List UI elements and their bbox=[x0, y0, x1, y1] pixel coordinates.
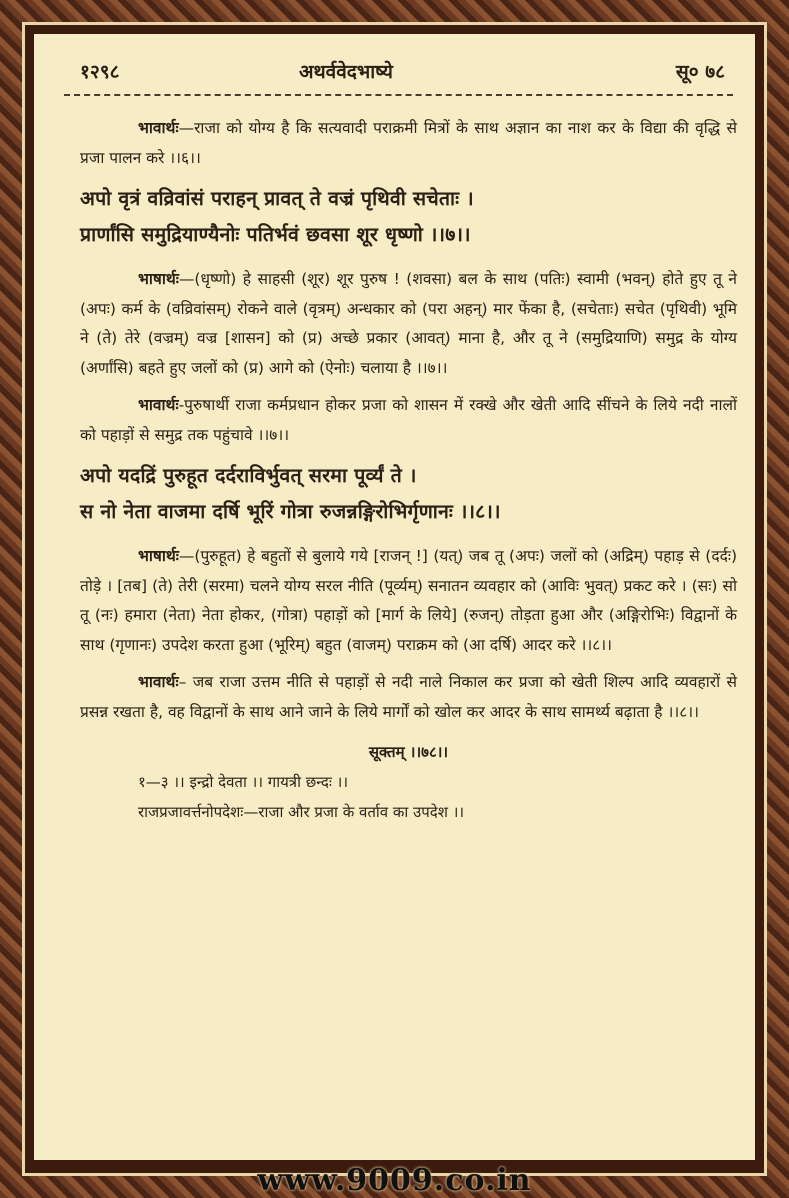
bhavarth-label: भावार्थः bbox=[138, 673, 179, 691]
bhavarth-text: —राजा को योग्य है कि सत्यवादी पराक्रमी मित्रों के साथ अज्ञान का नाश कर के विद्या की वृद्धि से प्रजा पालन करे ।।६।। bbox=[80, 119, 737, 167]
bhashya-text: —(धृष्णो) हे साहसी (शूर) शूर पुरुष ! (शवसा) बल के साथ (पतिः) स्वामी (भवन्) होते हुए तू ने (अपः) कर्म के (वव्रिवांसम्) रोकने वाले (वृत्रम्) अन्धकार को (परा अहन्) मार फेंका है, (सचेताः) सचेत (पृथिवी) भूमि ने (ते) तेरे (वज्रम्) वज्र [शासन] को (प्र) अच्छे प्रकार (आवत्) माना है, और तू ने (समुद्रियाणि) समुद्र के योग्य (अर्णांसि) बहते हुए जलों को (प्र) आगे को (ऐनोः) चलाया है ।।७।। bbox=[80, 270, 737, 377]
bhavarth-8 bbox=[80, 668, 737, 727]
mantra-8 bbox=[80, 458, 737, 530]
header-divider bbox=[64, 94, 733, 96]
sukta-reference: सू० ७८ bbox=[675, 61, 725, 83]
mantra-line: अपो वृत्रं वव्रिवांसं पराहन् प्रावत् ते वज्रं पृथिवी सचेताः । bbox=[80, 187, 474, 210]
mantra-line: स नो नेता वाजमा दर्षि भूरिं गोत्रा रुजन्नङ्गिरोभिर्गृणानः ।।८।। bbox=[80, 500, 501, 523]
page-header bbox=[34, 48, 755, 88]
mantra-7 bbox=[80, 181, 737, 253]
sukta-heading bbox=[80, 737, 737, 827]
bhavarth-6 bbox=[80, 114, 737, 173]
mantra-line: अपो यदद्रिं पुरुहूत दर्दराविर्भुवत् सरमा पूर्व्यं ते । bbox=[80, 464, 417, 487]
sukta-devata-line: १—३ ।। इन्द्रो देवता ।। गायत्री छन्दः ।। bbox=[138, 773, 349, 791]
page-number: १२९८ bbox=[80, 61, 120, 83]
website-banner: www.9009.co.in bbox=[257, 1163, 532, 1198]
page-content bbox=[80, 114, 737, 827]
sukta-topic-line: राजप्रजावर्त्तनोपदेशः—राजा और प्रजा के वर्ताव का उपदेश ।। bbox=[138, 803, 465, 821]
bhavarth-label: भावार्थः bbox=[138, 119, 179, 137]
bhavarth-7 bbox=[80, 391, 737, 450]
mantra-line: प्रार्णांसि समुद्रियाण्यैनोः पतिर्भवं छवसा शूर धृष्णो ।।७।। bbox=[80, 223, 471, 246]
sukta-title: सूक्तम् ।।७८।। bbox=[368, 743, 449, 761]
bhavarth-label: भावार्थः bbox=[138, 396, 179, 414]
bhashya-label: भाषार्थः bbox=[138, 270, 179, 288]
bhavarth-text: – जब राजा उत्तम नीति से पहाड़ों से नदी नाले निकाल कर प्रजा को खेती शिल्प आदि व्यवहारों से प्रसन्न रखता है, वह विद्वानों के साथ आने जाने के लिये मार्गों को खोल कर आदर के साथ सामर्थ्य बढ़ाता है ।।८।। bbox=[80, 673, 737, 721]
bhavarth-text: -पुरुषार्थी राजा कर्मप्रधान होकर प्रजा को शासन में रक्खे और खेती आदि सींचने के लिये नदी नालों को पहाड़ों से समुद्र तक पहुंचावे ।।७।। bbox=[80, 396, 737, 444]
bhashya-7 bbox=[80, 265, 737, 383]
bhashya-label: भाषार्थः bbox=[138, 547, 179, 565]
bhashya-8 bbox=[80, 542, 737, 660]
bhashya-text: —(पुरुहूत) हे बहुतों से बुलाये गये [राजन् !] (यत्) जब तू (अपः) जलों को (अद्रिम्) पहाड़ से (दर्दः) तोड़े । [तब] (ते) तेरी (सरमा) चलने योग्य सरल नीति (पूर्व्यम्) सनातन व्यवहार को (आविः भुवत्) प्रकट करे । (सः) सो तू (नः) हमारा (नेता) नेता होकर, (गोत्रा) पहाड़ों को [मार्ग के लिये] (रुजन्) तोड़ता हुआ और (अङ्गिरोभिः) विद्वानों के साथ (गृणानः) उपदेश करता हुआ (भूरिम्) बहुत (वाजम्) पराक्रम को (आ दर्षि) आदर करे ।।८।। bbox=[80, 547, 737, 654]
book-page bbox=[34, 34, 755, 1160]
book-title: अथर्ववेदभाष्ये bbox=[299, 61, 393, 83]
